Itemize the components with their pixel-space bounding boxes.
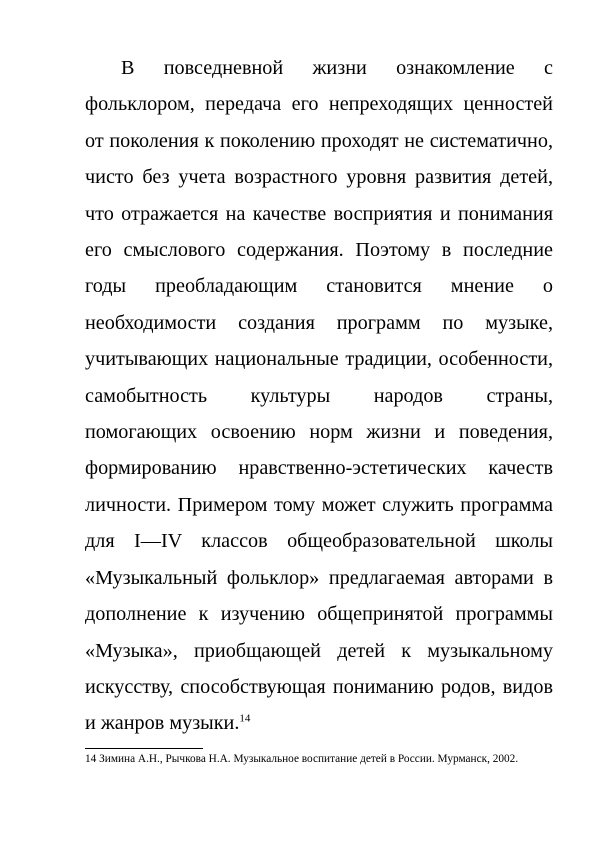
paragraph-text: В повседневной жизни ознакомление с фольклором, передача его непреходящих ценностей от поколения к поколению проходят не систематично, чисто без учета возрастного уровня развития детей, что отражается на качестве восприятия и понимания его смыслового содержания. Поэтому в последние годы преобладающим становится мнение о необходимости создания программ по музыке, учитывающих национальные традиции, особенности, самобытность культуры народов страны, помогающих освоению норм жизни и поведения, формированию нравственно-эстетических качеств личности. Примером тому может служить программа для I—IV классов общеобразовательной школы «Музыкальный фольклор» предлагаемая авторами в дополнение к изучению общепринятой программы «Музыка», приобщающей детей к музыкальному искусству, способствующая пониманию родов, видов и жанров музыки. [85,57,553,735]
footnote-reference: 14 [239,712,251,725]
footnote: 14 Зимина А.Н., Рычкова Н.А. Музыкальное воспитание детей в России. Мурманск, 2002. [85,753,519,765]
body-paragraph [85,50,553,742]
footnote-separator [85,748,203,749]
